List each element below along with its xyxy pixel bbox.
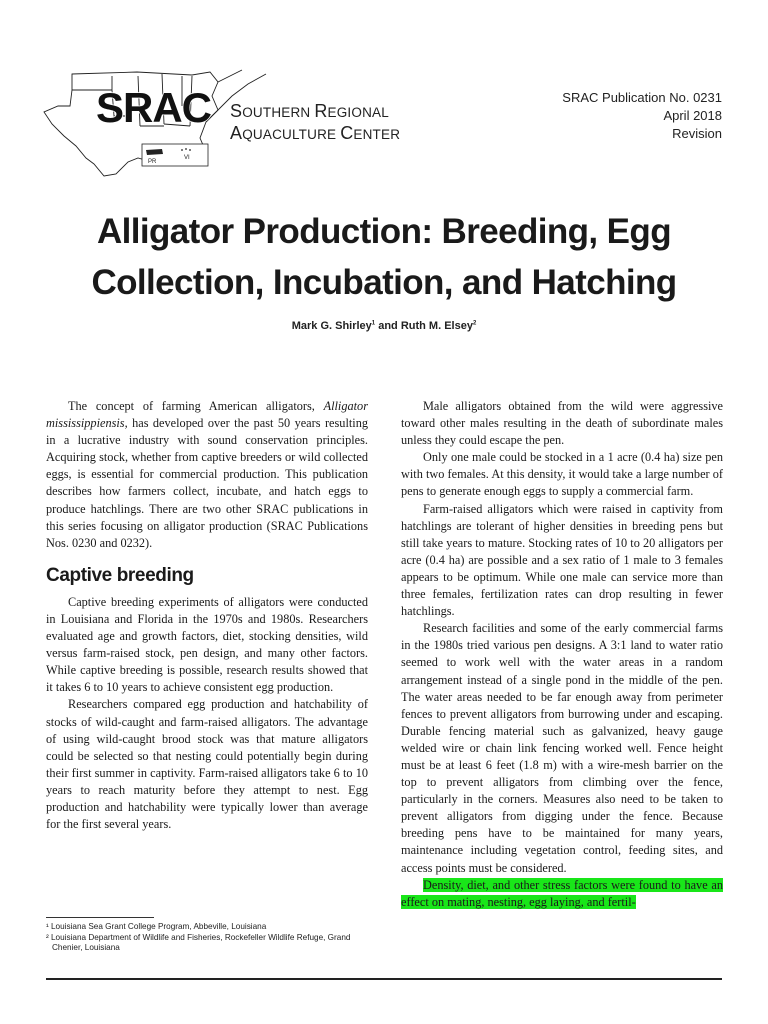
paragraph: Male alligators obtained from the wild were aggressive toward other males resulting in the death of subordinate males unless they could escape the pen. [401, 399, 723, 448]
center-name-line2: AQUACULTURE CENTER [230, 123, 401, 143]
species-name: Alligator mississippiensis, [46, 399, 368, 431]
section-heading-captive-breeding: Captive breeding [46, 564, 194, 586]
publication-date: April 2018 [663, 108, 722, 123]
footnote-divider [46, 917, 154, 918]
paragraph: Research facilities and some of the early commercial farms in the 1980s tried various pen designs. A 3:1 land to water ratio seemed to work well with the water areas in a random arrangement instead of a single pond in the middle of the pen. The water areas needed to be far enough away from perimeter fences to prevent alligators from burrowing under and escaping. Durable fencing material such as galvanized, heavy gauge welded wire or chain link fencing worked well. Fence height must be at least 6 feet (1.8 m) with a wire-mesh barrier on the top to prevent alligators from climbing over the fence, particularly in the corners. Measures also need to be taken to prevent alligators from digging under the fence. Because breeding pens have to be maintained for many years, maintenance including vegetation control, feeding sites, and access points must be considered. [401, 621, 723, 875]
vi-dot [181, 149, 183, 151]
footnote-1: ¹ Louisiana Sea Grant College Program, Abbeville, Louisiana [46, 922, 267, 931]
author-1-footnote-mark: 1 [371, 320, 376, 327]
vi-dot [189, 149, 191, 151]
publication-info [562, 89, 722, 143]
paragraph: Only one male could be stocked in a 1 acre (0.4 ha) size pen with two females. At this density, it would take a large number of pens to generate enough eggs to supply a commercial farm. [401, 450, 723, 499]
page-bottom-rule [46, 978, 722, 980]
map-label-pr: PR [148, 159, 157, 165]
left-column [46, 398, 368, 833]
text-highlight: Density, diet, and other stress factors were found to have an effect on mating, nesting, egg laying, and fertil- [401, 877, 723, 909]
right-column [401, 398, 723, 911]
title-line-2: Collection, Incubation, and Hatching [91, 263, 677, 302]
publication-status: Revision [672, 126, 722, 141]
publication-number: SRAC Publication No. 0231 [562, 90, 722, 105]
title-line-1: Alligator Production: Breeding, Egg [96, 212, 671, 251]
puerto-rico-shape [146, 149, 163, 155]
intro-paragraph: The concept of farming American alligators, Alligator mississippiensis, has developed over the past 50 years resulting in a lucrative industry with sound conservation principles. Acquiring stock, whether from captive breeders or wild collected eggs, is essential for commercial production. This publication describes how farmers collect, incubate, and hatch eggs to produce hatchlings. There are two other SRAC publications in this series focusing on alligator production (SRAC Publications Nos. 0230 and 0232). [46, 399, 368, 550]
document-title [60, 206, 708, 308]
paragraph: Farm-raised alligators which were raised in captivity from hatchlings are tolerant of higher densities in breeding pens but still take years to mature. Stocking rates of 10 to 20 alligators per acre (0.4 ha) are possible and a sex ratio of 1 male to 3 females appears to be optimum. While one male can service more than three females, fertilization rates can drop resulting in fewer hatchlings. [401, 501, 723, 619]
vi-dot [185, 148, 187, 150]
paragraph: Researchers compared egg production and hatchability of stocks of wild-caught and farm-raised alligators. The advantage of using wild-caught brood stock was that mature alligators could be selected so that nesting could potentially begin during their first summer in captivity. Farm-raised alligators take 6 to 10 years to reach maturity before they attempt to nest. Egg production and hatchability were typically lower than average for the first several years. [46, 697, 368, 832]
footnotes [46, 922, 376, 954]
footnote-2: ² Louisiana Department of Wildlife and Fisheries, Rockefeller Wildlife Refuge, Grand Chenier, Louisiana [46, 932, 351, 952]
center-name [230, 101, 400, 145]
authors [0, 320, 768, 332]
author-1: Mark G. Shirley [291, 320, 372, 332]
author-2: Ruth M. Elsey [400, 320, 473, 332]
srac-wordmark: SRAC [96, 84, 212, 131]
authors-conjunction: and [375, 320, 401, 332]
center-name-line1: SOUTHERN REGIONAL [230, 101, 389, 121]
paragraph: Captive breeding experiments of alligators were conducted in Louisiana and Florida in the 1970s and 1980s. Researchers evaluated age and growth factors, diet, stocking densities, wild versus farm-raised stock, pen design, and many other factors. While captive breeding is possible, research results showed that it takes 6 to 10 years to achieve consistent egg production. [46, 594, 368, 695]
author-2-footnote-mark: 2 [472, 320, 477, 327]
map-label-vi: VI [184, 155, 190, 161]
highlighted-paragraph [401, 877, 723, 911]
